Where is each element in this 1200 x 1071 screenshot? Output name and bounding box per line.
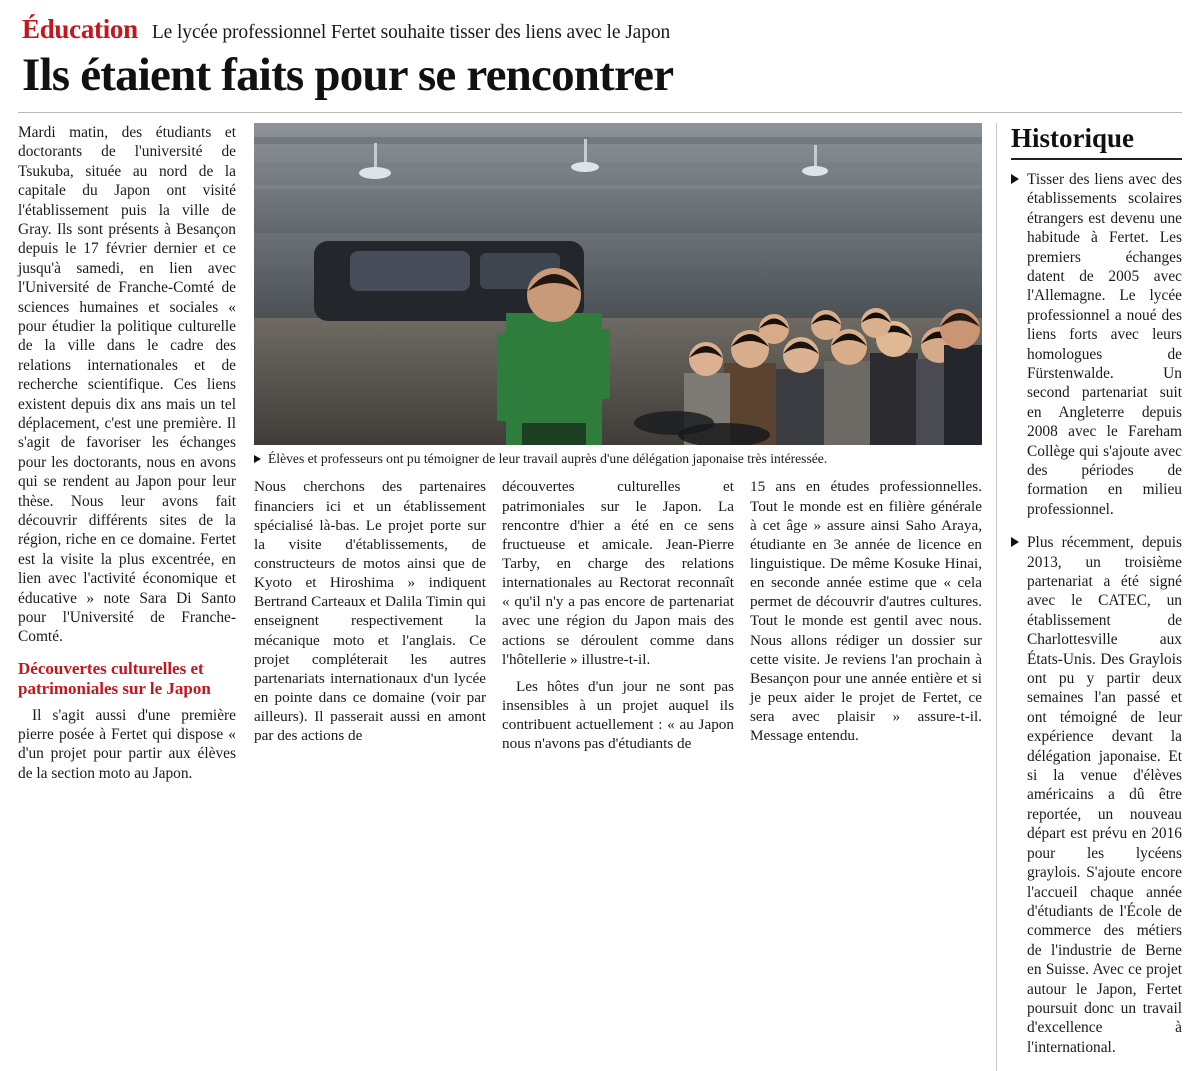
left-column bbox=[18, 123, 240, 1071]
sidebar-title-underline bbox=[1011, 158, 1182, 160]
lower-column-3 bbox=[750, 477, 982, 761]
header-divider bbox=[18, 112, 1182, 113]
lower-col2-paragraph-1: découvertes culturelles et patrimoniales sur le Japon. La rencontre d'hier a été en ce sens fructueuse et amicale. Jean-Pierre Tarby, en charge des relations internationales au Rectorat reconnaît « qu'il n'y a pas encore de partenariat avec une région du Japon mais des actions se déroulent comme dans l'hôtellerie » illustre-t-il. bbox=[502, 478, 734, 668]
lower-col2-paragraph-2: Les hôtes d'un jour ne sont pas insensibles à un projet auquel ils contribuent actuellement : « au Japon nous n'avons pas d'étudiants de bbox=[502, 677, 734, 753]
article-body bbox=[18, 123, 1182, 1071]
lower-column-1 bbox=[254, 477, 486, 761]
photo-caption-text: Élèves et professeurs ont pu témoigner de leur travail auprès d'une délégation japonaise très intéressée. bbox=[268, 450, 828, 466]
caption-triangle-icon bbox=[254, 455, 261, 463]
photo-caption bbox=[254, 451, 982, 468]
sidebar-item-2 bbox=[1011, 533, 1182, 1057]
bullet-triangle-icon bbox=[1011, 537, 1019, 547]
page-title: Ils étaient faits pour se rencontrer bbox=[22, 49, 674, 101]
lower-column-2 bbox=[502, 477, 734, 761]
sidebar-historique bbox=[996, 123, 1182, 1071]
lead-paragraph: Mardi matin, des étudiants et doctorants de l'université de Tsukuba, située au nord de la capitale du Japon ont visité l'établissement puis la ville de Gray. Ils sont présents à Besançon depuis le 17 février dernier et ce jusqu'à samedi, en lien avec l'Université de Franche-Comté de sciences humaines et sociales « pour étudier la politique culturelle de la ville dans le cadre des relations internationales et de recherche scientifique. Ces liens existent depuis dix ans mais un tel déplacement, c'est une première. Il s'agit de favoriser les échanges pour les doctorants, nous en avons qui se rendent au Japon pour leur thèse. Nous leur avons fait découvrir différents sites de la région, riche en ce domaine. Fertet est la visite la plus excentrée, en lien avec l'activité économique et éducative » note Sara Di Santo pour l'Université de Franche-Comté. bbox=[18, 123, 236, 646]
bullet-triangle-icon bbox=[1011, 174, 1019, 184]
header-row bbox=[22, 14, 1182, 45]
students-and-teachers-workshop-photo bbox=[254, 123, 982, 445]
center-column bbox=[254, 123, 982, 1071]
sidebar-item-1 bbox=[1011, 170, 1182, 519]
left-paragraph-2: Il s'agit aussi d'une première pierre posée à Fertet qui dispose « d'un projet pour partir aux élèves de la section moto au Japon. bbox=[18, 706, 236, 782]
photo-block bbox=[254, 123, 982, 468]
lower-col1-paragraph: Nous cherchons des partenaires financiers ici et un établissement spécialisé là-bas. Le projet porte sur la visite d'établissements, de constructeurs de motos ainsi que de Kyoto et Hiroshima » indiquent Bertrand Carteaux et Dalila Timin qui enseignent respectivement la mécanique moto et l'anglais. Ce projet compléterait les autres partenariats internationaux d'un lycée en pointe dans ce domaine (voir par ailleurs). Il passerait aussi en amont par des actions de bbox=[254, 478, 486, 745]
section-kicker: Éducation bbox=[22, 14, 138, 44]
sidebar-title: Historique bbox=[1011, 122, 1135, 153]
left-subhead: Découvertes culturelles et patrimoniales sur le Japon bbox=[18, 658, 211, 699]
standfirst: Le lycée professionnel Fertet souhaite tisser des liens avec le Japon bbox=[151, 22, 671, 43]
lower-columns bbox=[254, 477, 982, 761]
sidebar-item-2-text: Plus récemment, depuis 2013, un troisième partenariat a été signé avec le CATEC, un établissement de Charlottesville aux États-Unis. Des Graylois ont pu y partir deux semaines l'an passé et ont témoigné de leur expérience devant la délégation japonaise. Et si la venue d'élèves américains a dû être reportée, un nouveau départ est prévu en 2016 pour les lycéens graylois. S'ajoute encore l'accueil chaque année d'étudiants de l'École de commerce des métiers de l'industrie de Berne en Suisse. Avec ce projet autour le Japon, Fertet poursuit donc un travail d'excellence à l'international. bbox=[1027, 534, 1182, 1056]
sidebar-item-1-text: Tisser des liens avec des établissements scolaires étrangers est devenu une habitude à Fertet. Les premiers échanges datent de 2005 avec l'Allemagne. Le lycée professionnel a noué des liens forts avec leurs homologues de Fürstenwalde. Un second partenariat suit en Angleterre depuis 2008 avec le Fareham Collège qui s'ajoute avec des périodes de formation en milieu professionnel. bbox=[1027, 170, 1182, 518]
lower-col3-paragraph: 15 ans en études professionnelles. Tout le monde est en filière générale à cet âge » assure ainsi Saho Araya, étudiante en 3e année de licence en linguistique. De même Kosuke Hinai, en seconde année estime que « cela permet de découvrir d'autres cultures. Tout le monde est gentil avec nous. Nous allons rédiger un dossier sur cette visite. Je reviens l'an prochain à Besançon pour une année entière et si je peux aider le projet de Fertet, ce sera avec plaisir » assure-t-il. Message entendu. bbox=[750, 478, 982, 745]
